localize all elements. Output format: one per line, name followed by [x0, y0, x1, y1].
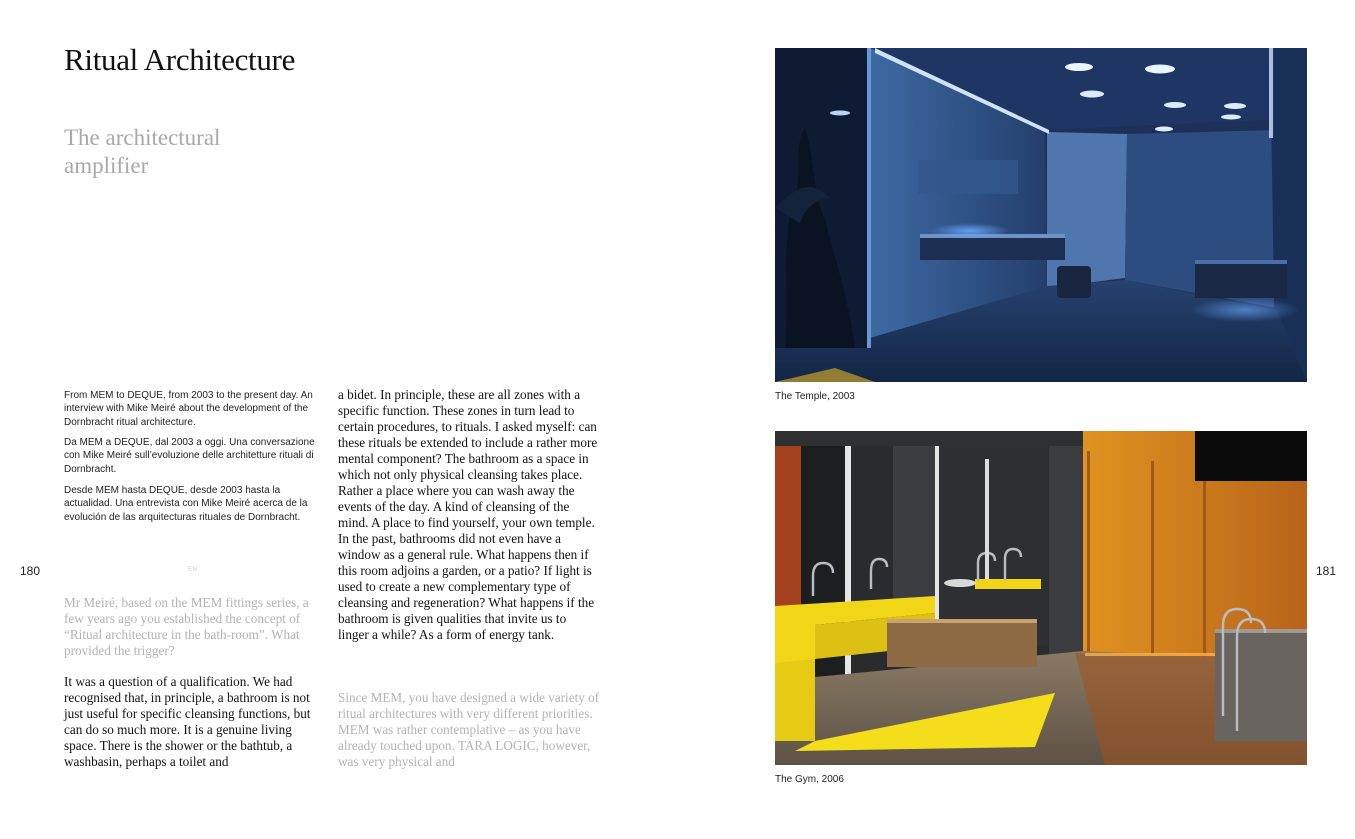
interview-answer-1-part-1: It was a question of a qualification. We had recognised that, in principle, a bathroom is not just useful for specific cleansing functions, but can do so much more. It is a genuine living space. There is the shower or the bathtub, a washbasin, perhaps a toilet and — [64, 674, 311, 769]
interview-answer-1-part-2: a bidet. In principle, these are all zones with a specific function. These zones in turn lead to certain procedures, to rituals. I asked myself: can these rituals be extended to include a rather more mental component? The bathroom as a space in which not only physical cleansing takes place. Rather a place where you can wash away the events of the day. A kind of cleansing of the mind. A place to find yourself, your own temple. In the past, bathrooms did not even have a window as a general rule. What happens then if this room adjoins a garden, or a patio? If light is used to create a new complementary type of cleansing and regeneration? What happens if the bathroom is given qualities that invite us to linger a while? As a form of energy tank. — [338, 387, 598, 642]
page-number-left: 180 — [20, 564, 41, 578]
intro-english: From MEM to DEQUE, from 2003 to the present day. An interview with Mike Meiré about the development of the Dornbracht ritual architecture. — [64, 390, 313, 428]
interview-question-1: Mr Meiré, based on the MEM fittings series, a few years ago you established the concept of “Ritual architecture in the bath-room”. What provided the trigger? — [64, 595, 309, 658]
gym-caption: The Gym, 2006 — [775, 774, 844, 785]
article-title: Ritual Architecture — [64, 42, 296, 77]
language-marker: EN — [188, 567, 198, 573]
intro-italian: Da MEM a DEQUE, dal 2003 a oggi. Una conversazione con Mike Meiré sull’evoluzione delle architetture rituali di Dornbracht. — [64, 437, 315, 475]
photo-yellow-orange-bathroom-icon — [775, 431, 1307, 765]
gym-photo — [775, 431, 1307, 765]
interview-question-2: Since MEM, you have designed a wide variety of ritual architectures with very different priorities. MEM was rather contemplative – as you have already touched upon. TARA LOGIC, however, was very physical and — [338, 690, 600, 769]
article-subtitle: The architectural amplifier — [64, 125, 221, 178]
temple-caption: The Temple, 2003 — [775, 391, 855, 402]
page-number-right: 181 — [1316, 564, 1337, 578]
temple-photo — [775, 48, 1307, 382]
intro-spanish: Desde MEM hasta DEQUE, desde 2003 hasta la actualidad. Una entrevista con Mike Meiré acerca de la evolución de las arquitecturas rituales de Dornbracht. — [64, 485, 308, 523]
photo-blue-bathroom-icon — [775, 48, 1307, 382]
